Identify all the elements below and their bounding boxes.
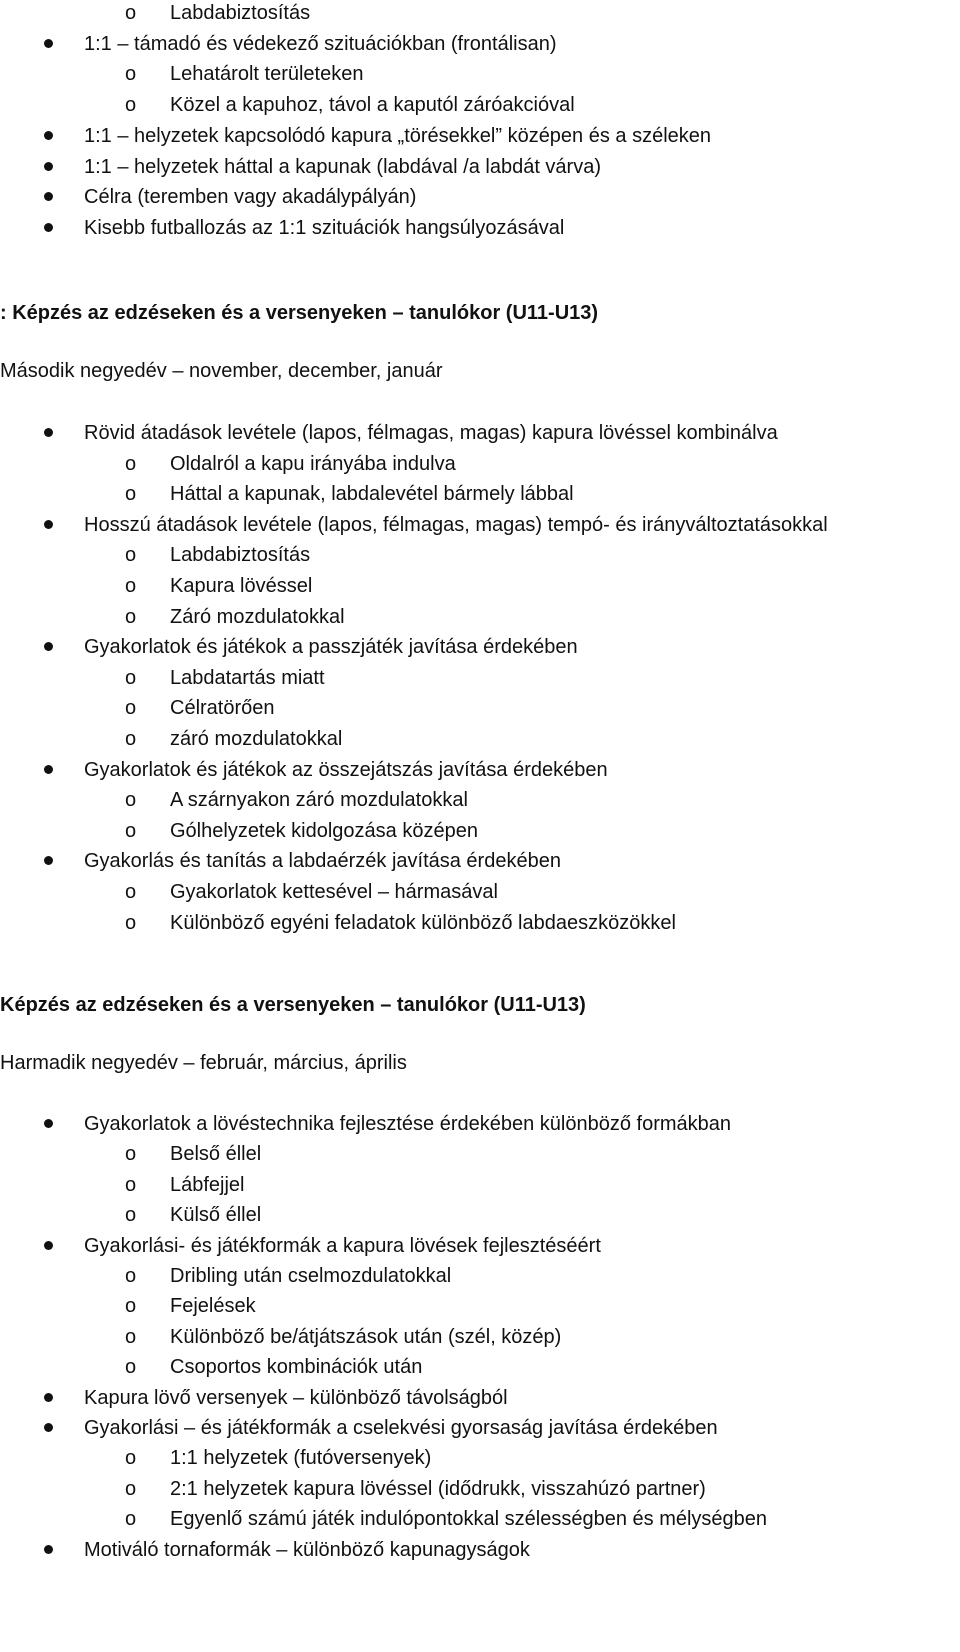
section-subheading: Második negyedév – november, december, január: [0, 360, 443, 382]
bullet-icon: [44, 162, 53, 171]
sub-bullet-marker: o: [125, 575, 137, 597]
sub-bullet-marker: o: [125, 1173, 137, 1196]
list-item-text: Hosszú átadások levétele (lapos, félmagas, magas) tempó- és irányváltoztatásokkal: [84, 513, 828, 536]
section-heading: : Képzés az edzéseken és a versenyeken – tanulókor (U11-U13): [0, 302, 599, 324]
list-item-text: Rövid átadások levétele (lapos, félmagas, magas) kapura lövéssel kombinálva: [84, 422, 778, 444]
sub-bullet-marker: o: [125, 1265, 137, 1287]
sub-list-item-text: Lábfejjel: [170, 1173, 245, 1196]
sub-list-item-text: Közel a kapuhoz, távol a kaputól záróakcióval: [170, 94, 575, 117]
bullet-icon: [44, 1119, 53, 1128]
bullet-icon: [44, 765, 53, 774]
sub-bullet-marker: o: [125, 666, 137, 689]
sub-list-item-text: Célratörően: [170, 697, 275, 720]
sub-list-item-text: Lehatárolt területeken: [170, 63, 364, 86]
sub-bullet-marker: o: [125, 1447, 137, 1470]
sub-list-item-text: Labdatartás miatt: [170, 666, 325, 689]
bullet-icon: [44, 223, 53, 232]
sub-bullet-marker: o: [125, 1295, 137, 1318]
sub-bullet-marker: o: [125, 911, 137, 934]
sub-list-item-text: Háttal a kapunak, labdalevétel bármely lábbal: [170, 483, 574, 506]
list-item-text: Kapura lövő versenyek – különböző távolságból: [84, 1386, 508, 1409]
sub-list-item-text: Labdabiztosítás: [170, 544, 311, 567]
bullet-icon: [44, 856, 53, 865]
sub-bullet-marker: o: [125, 605, 137, 628]
sub-list-item-text: Labdabiztosítás: [170, 2, 311, 24]
bullet-icon: [44, 1545, 53, 1554]
list-item-text: Gyakorlatok és játékok a passzjáték javítása érdekében: [84, 636, 578, 659]
bullet-icon: [44, 39, 53, 48]
sub-bullet-marker: o: [125, 697, 137, 720]
section-heading: Képzés az edzéseken és a versenyeken – tanulókor (U11-U13): [0, 994, 586, 1016]
section-subheading: Harmadik negyedév – február, március, április: [0, 1052, 407, 1074]
sub-bullet-marker: o: [125, 452, 137, 475]
bullet-icon: [44, 1393, 53, 1402]
sub-bullet-marker: o: [125, 1204, 137, 1227]
sub-list-item-text: Csoportos kombinációk után: [170, 1356, 423, 1379]
list-item-text: Gyakorlatok a lövéstechnika fejlesztése érdekében különböző formákban: [84, 1113, 732, 1135]
sub-list-item-text: Gólhelyzetek kidolgozása középen: [170, 819, 478, 842]
bullet-icon: [44, 520, 53, 529]
sub-bullet-marker: o: [125, 881, 137, 903]
list-item-text: 1:1 – támadó és védekező szituációkban (frontálisan): [84, 32, 557, 55]
sub-list-item-text: Fejelések: [170, 1295, 256, 1318]
sub-list-item-text: Dribling után cselmozdulatokkal: [170, 1265, 452, 1287]
list-item-text: 1:1 – helyzetek kapcsolódó kapura „törésekkel” középen és a széleken: [84, 124, 712, 147]
sub-bullet-marker: o: [125, 94, 137, 117]
sub-list-item-text: Különböző egyéni feladatok különböző labdaeszközökkel: [170, 911, 676, 934]
sub-list-item-text: záró mozdulatokkal: [170, 728, 343, 750]
list-item-text: Gyakorlatok és játékok az összejátszás javítása érdekében: [84, 758, 608, 781]
sub-bullet-marker: o: [125, 2, 137, 24]
bullet-icon: [44, 642, 53, 651]
sub-bullet-marker: o: [125, 1477, 137, 1500]
sub-bullet-marker: o: [125, 819, 137, 842]
list-item-text: Kisebb futballozás az 1:1 szituációk hangsúlyozásával: [84, 216, 565, 239]
bullet-icon: [44, 428, 53, 437]
sub-list-item-text: 1:1 helyzetek (futóversenyek): [170, 1447, 432, 1470]
sub-list-item-text: Egyenlő számú játék indulópontokkal szélességben és mélységben: [170, 1508, 768, 1531]
sub-list-item-text: Kapura lövéssel: [170, 575, 313, 597]
sub-list-item-text: 2:1 helyzetek kapura lövéssel (idődrukk, visszahúzó partner): [170, 1477, 706, 1500]
sub-bullet-marker: o: [125, 1325, 137, 1348]
list-item-text: 1:1 – helyzetek háttal a kapunak (labdával /a labdát várva): [84, 155, 601, 178]
sub-list-item-text: Gyakorlatok kettesével – hármasával: [170, 881, 498, 903]
sub-list-item-text: Külső éllel: [170, 1204, 262, 1227]
sub-bullet-marker: o: [125, 1143, 137, 1166]
sub-list-item-text: A szárnyakon záró mozdulatokkal: [170, 789, 468, 812]
sub-bullet-marker: o: [125, 63, 137, 86]
sub-list-item-text: Belső éllel: [170, 1143, 262, 1166]
sub-list-item-text: Záró mozdulatokkal: [170, 605, 345, 628]
sub-list-item-text: Különböző be/átjátszások után (szél, közép): [170, 1325, 562, 1348]
bullet-icon: [44, 1241, 53, 1250]
sub-list-item-text: Oldalról a kapu irányába indulva: [170, 452, 456, 475]
list-item-text: Gyakorlás és tanítás a labdaérzék javítása érdekében: [84, 850, 561, 873]
list-item-text: Célra (teremben vagy akadálypályán): [84, 186, 417, 209]
sub-bullet-marker: o: [125, 789, 137, 812]
sub-bullet-marker: o: [125, 1356, 137, 1379]
bullet-icon: [44, 192, 53, 201]
sub-bullet-marker: o: [125, 1508, 137, 1531]
list-item-text: Motiváló tornaformák – különböző kapunagyságok: [84, 1538, 530, 1561]
sub-bullet-marker: o: [125, 728, 137, 750]
list-item-text: Gyakorlási- és játékformák a kapura lövések fejlesztéséért: [84, 1234, 601, 1257]
sub-bullet-marker: o: [125, 483, 137, 506]
bullet-icon: [44, 1423, 53, 1432]
bullet-icon: [44, 131, 53, 140]
list-item-text: Gyakorlási – és játékformák a cselekvési gyorsaság javítása érdekében: [84, 1417, 718, 1439]
sub-bullet-marker: o: [125, 544, 137, 567]
